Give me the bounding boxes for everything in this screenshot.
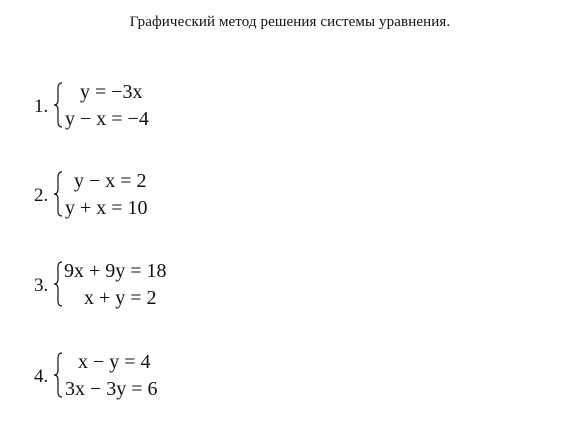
equation-2: x + y = 2: [84, 287, 157, 309]
left-brace-icon: [53, 171, 63, 217]
system-number: 1.: [34, 96, 49, 117]
system-number: 4.: [34, 366, 49, 387]
equation-2: y − x = −4: [65, 108, 149, 130]
page-title: Графический метод решения системы уравнения.: [129, 14, 451, 30]
equation-system-1: [34, 80, 274, 140]
equation-2: y + x = 10: [65, 197, 148, 219]
left-brace-icon: [53, 82, 63, 128]
system-number: 2.: [34, 185, 49, 206]
equation-1: y − x = 2: [74, 170, 147, 192]
equation-2: 3x − 3y = 6: [65, 378, 158, 400]
equation-1: 9x + 9y = 18: [64, 260, 167, 282]
equation-system-4: [34, 350, 274, 410]
left-brace-icon: [53, 352, 63, 398]
left-brace-icon: [53, 261, 63, 307]
system-number: 3.: [34, 275, 49, 296]
equation-1: x − y = 4: [78, 351, 151, 373]
equation-system-2: [34, 169, 274, 229]
equation-system-3: [34, 259, 274, 319]
equation-1: y = −3x: [80, 81, 143, 103]
